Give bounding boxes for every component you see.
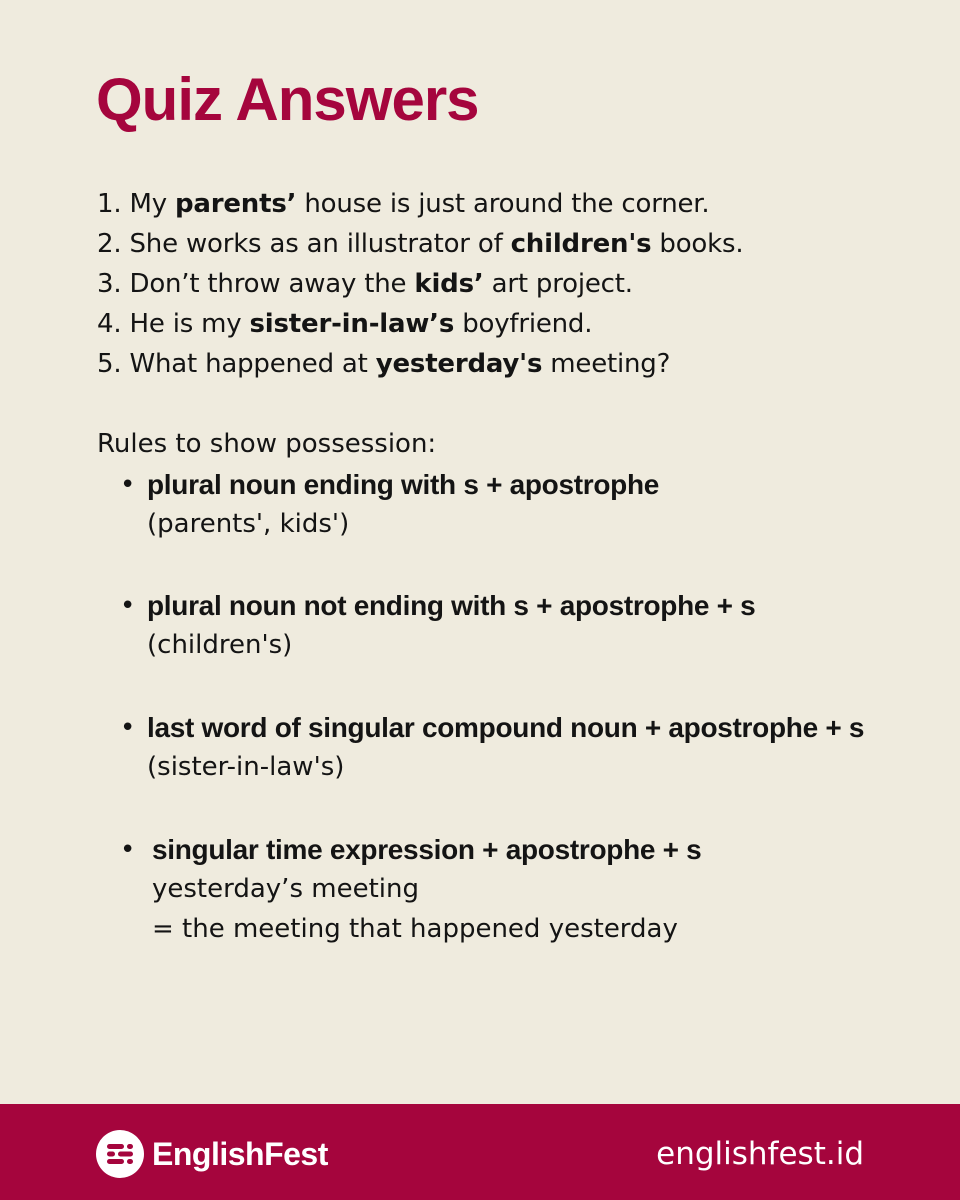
brand-name: EnglishFest — [152, 1136, 328, 1172]
rule-example: (children's) — [147, 630, 293, 660]
rule-example: (parents', kids') — [147, 509, 350, 539]
site-url: englishfest.id — [656, 1136, 864, 1172]
answer-text: meeting? — [542, 349, 671, 379]
page-title: Quiz Answers — [96, 66, 479, 133]
answer-text: books. — [651, 229, 744, 259]
answer-number: 4. — [97, 309, 122, 339]
rule-text — [147, 466, 659, 544]
answer-list — [97, 184, 743, 384]
answer-highlight: children's — [510, 229, 652, 259]
rule-title: plural noun ending with s + apostrophe — [147, 469, 660, 500]
answer-text: art project. — [483, 269, 633, 299]
answer-highlight: kids’ — [414, 269, 484, 299]
answer-text: What happened at — [129, 349, 376, 379]
answer-text: She works as an illustrator of — [129, 229, 511, 259]
rule-title: plural noun not ending with s + apostrophe + s — [147, 590, 756, 621]
footer-bar — [0, 1104, 960, 1200]
rule-text — [147, 587, 755, 665]
englishfest-logo-icon — [96, 1130, 144, 1178]
rule-title: last word of singular compound noun + apostrophe + s — [147, 712, 865, 743]
answer-item — [97, 304, 743, 344]
answer-highlight: parents’ — [174, 189, 297, 219]
bullet-icon: • — [120, 713, 136, 743]
answer-number: 5. — [97, 349, 122, 379]
answer-text: Don’t throw away the — [129, 269, 415, 299]
answer-number: 1. — [97, 189, 122, 219]
answer-text: He is my — [129, 309, 250, 339]
rule-title: singular time expression + apostrophe + s — [152, 834, 702, 865]
rule-text — [147, 709, 864, 787]
rule-example-definition: = the meeting that happened yesterday — [152, 914, 678, 944]
answer-highlight: sister-in-law’s — [249, 309, 455, 339]
answer-item — [97, 344, 743, 384]
rule-example: (sister-in-law's) — [147, 752, 345, 782]
bullet-icon: • — [120, 470, 136, 500]
answer-item — [97, 264, 743, 304]
answer-text: house is just around the corner. — [296, 189, 710, 219]
answer-item — [97, 184, 743, 224]
answer-highlight: yesterday's — [375, 349, 543, 379]
bullet-icon: • — [120, 835, 136, 865]
rule-text — [152, 831, 701, 949]
answer-text: boyfriend. — [454, 309, 593, 339]
answer-text: My — [129, 189, 175, 219]
bullet-icon: • — [120, 591, 136, 621]
answer-number: 3. — [97, 269, 122, 299]
answer-item — [97, 224, 743, 264]
answer-number: 2. — [97, 229, 122, 259]
rules-heading: Rules to show possession: — [97, 429, 437, 459]
rule-example: yesterday’s meeting — [152, 874, 419, 904]
